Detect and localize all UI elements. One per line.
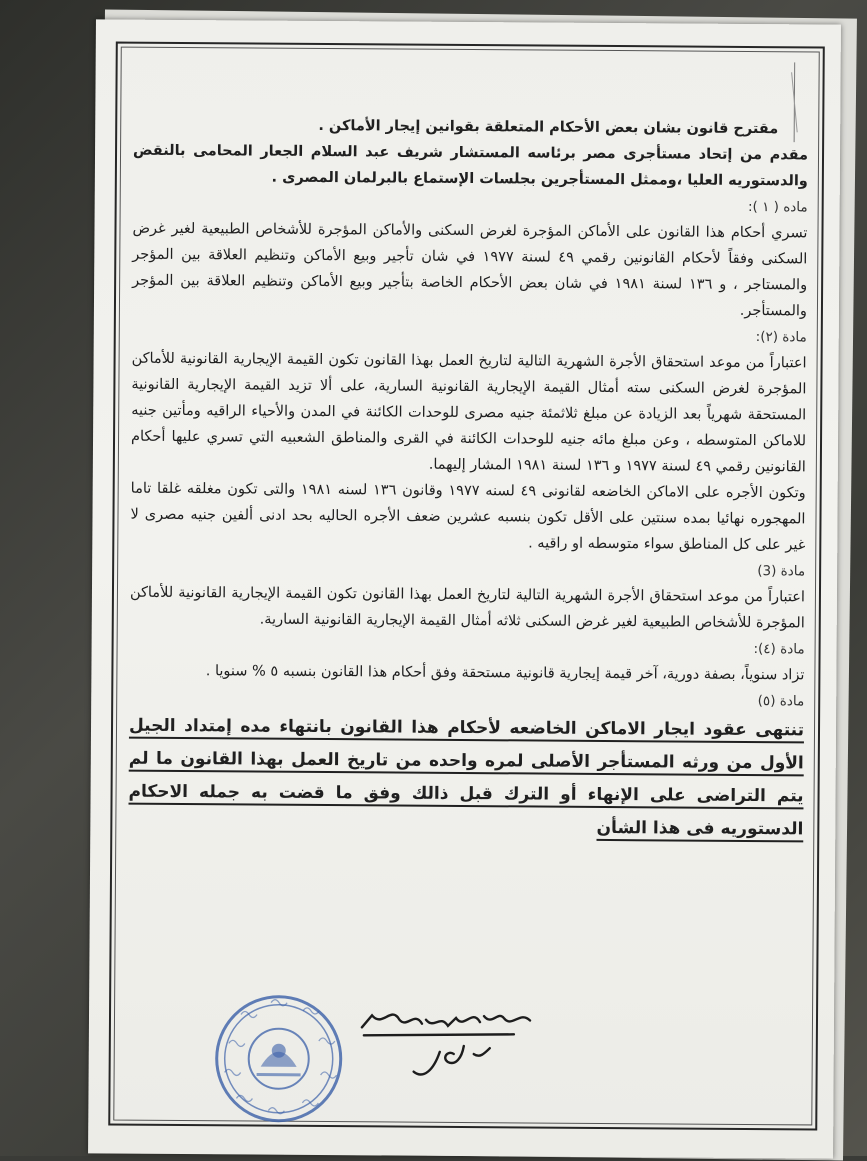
article-heading: مادة (٤):	[753, 641, 805, 658]
official-seal-stamp	[208, 988, 349, 1129]
document-content	[128, 112, 808, 847]
article-heading: مادة (٢):	[755, 329, 807, 346]
article-4	[129, 632, 804, 689]
article-5	[128, 684, 804, 847]
article-paragraph: وتكون الأجره على الاماكن الخاضعه لقانونى ٤٩ لسنه ١٩٧٧ وقانون ١٣٦ لسنه ١٩٨١ والتى تكون مغلقه غلقا تاما المهجوره نهائيا بمده سنتين على الأقل تكون بنسبه عشرين ضعف الأجره الحاليه بحد ادنى ألفين جنيه مصرى لا غير على كل المناطق سواء متوسطه او راقيه .	[130, 480, 806, 554]
handwritten-signature	[344, 999, 535, 1090]
article-heading: مادة (3)	[757, 563, 806, 580]
article-heading: مادة (٥)	[757, 693, 805, 710]
document-intro: مقدم من إتحاد مستأجرى مصر برئاسه المستشار شريف عبد السلام الجعار المحامى بالنقض والدستوريه العليا ،وممثل المستأجرين بجلسات الإستماع بالبرلمان المصرى .	[132, 142, 809, 190]
document-title: مقترح قانون بشان بعض الأحكام المتعلقة بقوانين إيجار الأماكن .	[318, 117, 779, 138]
article-paragraph-emphasized: تنتهى عقود ايجار الاماكن الخاضعه لأحكام هذا القانون بانتهاء مده إمتداد الجيل الأول من ورثه المستأجر الأصلى لمره واحده من تاريخ العمل بهذا القانون ما لم يتم التراضى على الإنهاء أو الترك قبل ذالك وفق ما قضت به جمله الاحكام الدستوريه فى هذا الشأن	[128, 715, 805, 840]
article-paragraph: اعتباراً من موعد استحقاق الأجرة الشهرية التالية لتاريخ العمل بهذا القانون تكون القيمة الإيجارية القانونية للأماكن المؤجرة للأشخاص الطبيعية لغير غرض السكنى ثلاثه أمثال القيمة الإيجارية القانونية السارية.	[129, 584, 806, 632]
document-page	[88, 19, 841, 1158]
article-heading: ماده ( ١ ):	[747, 198, 808, 216]
article-paragraph: تسري أحكام هذا القانون على الأماكن المؤجرة لغرض السكنى والأماكن المؤجرة للأشخاص الطبيعية لغير غرض السكنى وفقاً لأحكام القانونين رقمي ٤٩ لسنة ١٩٧٧ في شان تأجير وبيع الأماكن وتنظيم العلاقة بين المؤجر والمستاجر ، و ١٣٦ لسنة ١٩٨١ في شان بعض الأحكام الخاصة بتأجير وبيع الأماكن وتنظيم العلاقة بين المؤجر والمستأجر.	[132, 220, 808, 320]
article-1	[132, 190, 808, 325]
article-2	[130, 320, 807, 559]
article-3	[130, 554, 806, 637]
article-paragraph: تزاد سنوياً، بصفة دورية، آخر قيمة إيجارية قانونية مستحقة وفق أحكام هذا القانون بنسبه ٥ % سنويا .	[205, 663, 805, 684]
article-paragraph: اعتباراً من موعد استحقاق الأجرة الشهرية التالية لتاريخ العمل بهذا القانون تكون القيمة الإيجارية القانونية للأماكن المؤجرة لغرض السكنى سته أمثال القيمة الإيجارية القانونية السارية، على ألا تزيد القيمة الإيجارية القانونية المستحقة شهرياً بعد الزيادة عن مبلغ ثلاثمئة جنيه مصرى للوحدات الكائنة في المدن والأحياء الراقيه ومأتين جنيه للاماكن المتوسطه ، وعن مبلغ مائه جنيه للوحدات الكائنة في القرى والمناطق الشعبيه التي تسري عليها أحكام القانونين رقمي ٤٩ لسنة ١٩٧٧ و ١٣٦ لسنة ١٩٨١ المشار إليهما.	[130, 350, 807, 476]
